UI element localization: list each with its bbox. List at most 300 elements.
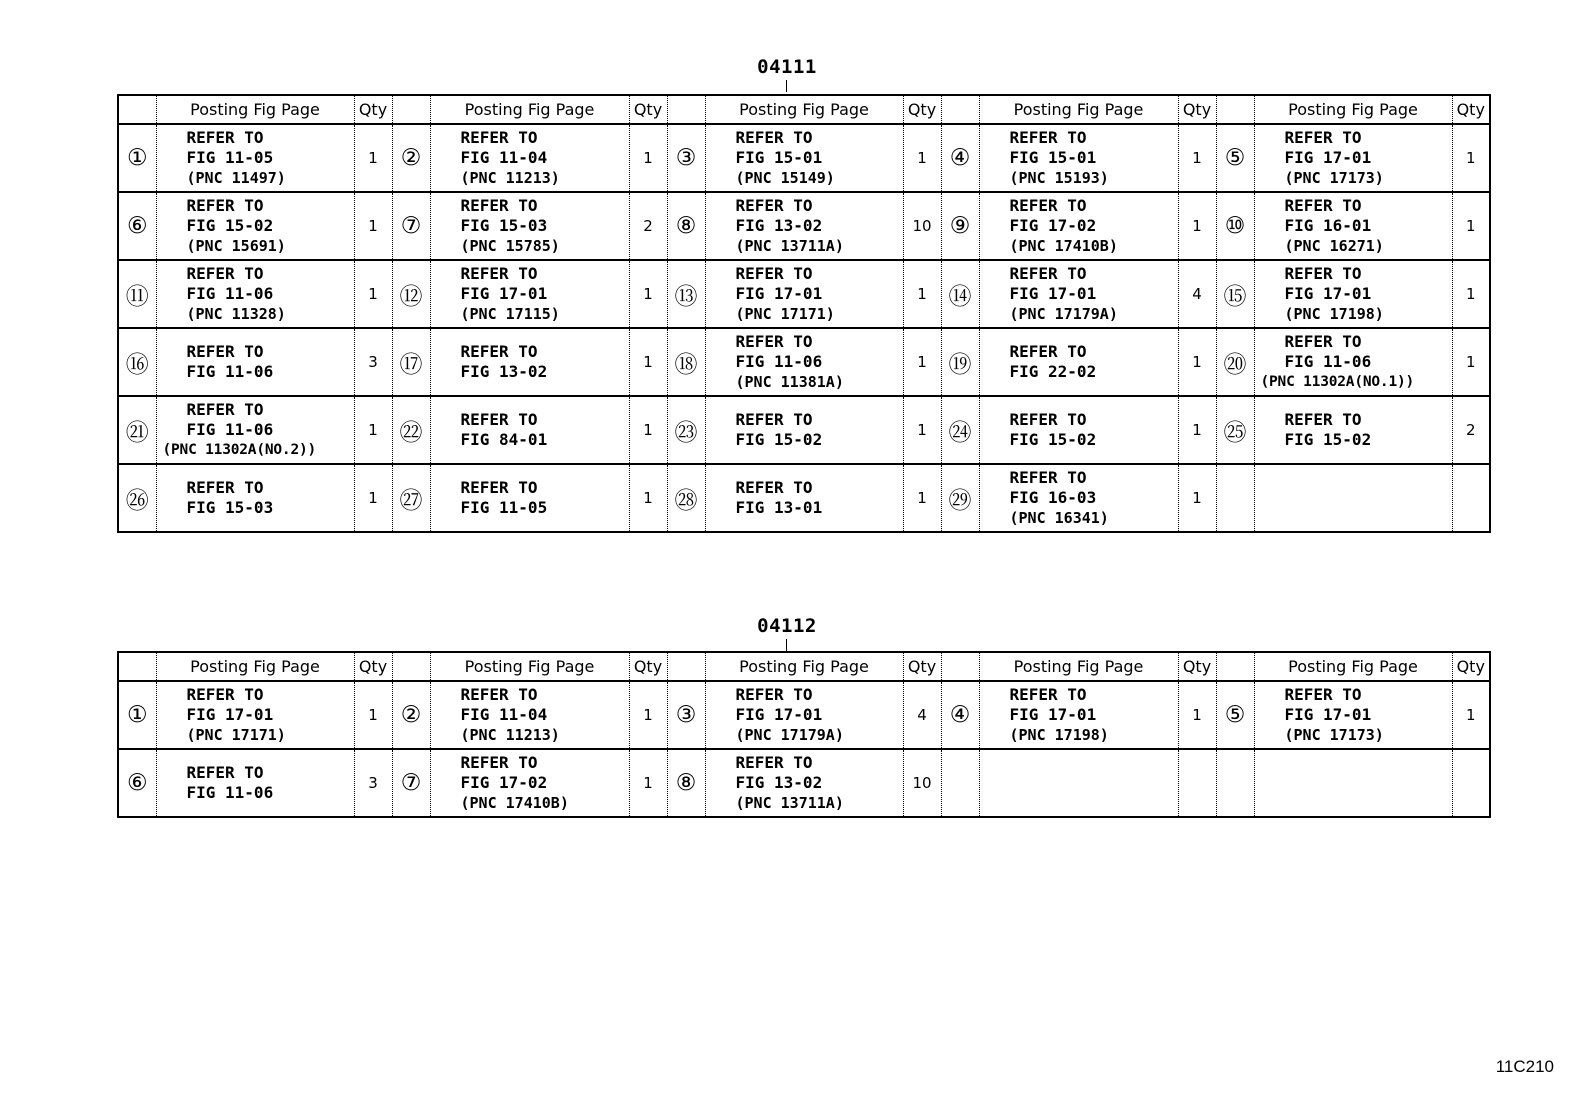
fig-reference: FIG 11-05 [460, 498, 548, 517]
refer-to-label: REFER TO [735, 753, 813, 772]
fig-reference: FIG 11-04 [460, 705, 548, 724]
posting-fig-page-cell [156, 260, 354, 328]
item-number [392, 749, 430, 817]
group-title-leader [786, 639, 787, 651]
item-number-label: ⑦ [400, 770, 422, 796]
posting-fig-page-cell [430, 260, 629, 328]
fig-reference: FIG 11-05 [186, 148, 274, 167]
item-number-label: ⑪ [125, 283, 149, 310]
table-row [118, 396, 1490, 464]
pnc-reference: (PNC 17410B) [1009, 237, 1118, 255]
header-posting-fig-page: Posting Fig Page [979, 652, 1178, 681]
posting-fig-page-cell [430, 192, 629, 260]
pnc-reference: (PNC 17198) [1284, 305, 1384, 323]
header-qty: Qty [629, 652, 667, 681]
item-number-label: ⑲ [948, 351, 972, 378]
qty-cell: 1 [629, 749, 667, 817]
fig-reference: FIG 11-04 [460, 148, 548, 167]
refer-to-label: REFER TO [186, 763, 264, 782]
item-number [667, 328, 705, 396]
posting-fig-page-cell [705, 192, 903, 260]
fig-reference: FIG 17-01 [735, 284, 823, 303]
fig-reference: FIG 17-01 [735, 705, 823, 724]
qty-cell: 1 [903, 328, 941, 396]
fig-reference: FIG 17-01 [460, 284, 548, 303]
header-posting-fig-page: Posting Fig Page [1254, 95, 1452, 124]
qty-cell: 1 [1178, 328, 1216, 396]
header-blank [1216, 652, 1254, 681]
qty-cell: 1 [354, 124, 392, 192]
item-number-label: ① [126, 145, 148, 171]
header-posting-fig-page: Posting Fig Page [979, 95, 1178, 124]
header-qty: Qty [1452, 95, 1490, 124]
header-qty: Qty [903, 652, 941, 681]
posting-fig-page-cell [979, 464, 1178, 532]
item-number [1216, 124, 1254, 192]
item-number-label: ⑤ [1224, 702, 1246, 728]
fig-reference: FIG 22-02 [1009, 362, 1097, 381]
qty-cell: 1 [903, 464, 941, 532]
item-number [941, 681, 979, 749]
header-posting-fig-page: Posting Fig Page [1254, 652, 1452, 681]
group-title-04112: 04112 [757, 615, 817, 637]
refer-to-label: REFER TO [1284, 196, 1362, 215]
header-blank [667, 652, 705, 681]
posting-fig-page-cell [156, 749, 354, 817]
item-number-label: ⑧ [675, 770, 697, 796]
posting-fig-page-cell [705, 124, 903, 192]
posting-fig-page-cell [979, 749, 1178, 817]
qty-cell: 1 [1452, 124, 1490, 192]
item-number [392, 396, 430, 464]
qty-cell [1452, 464, 1490, 532]
pnc-reference: (PNC 15149) [735, 169, 835, 187]
header-blank [118, 652, 156, 681]
posting-fig-page-cell [1254, 464, 1452, 532]
pnc-reference: (PNC 15785) [460, 237, 560, 255]
pnc-reference: (PNC 17198) [1009, 726, 1109, 744]
qty-cell: 1 [1178, 464, 1216, 532]
item-number-label: ⑬ [674, 283, 698, 310]
refer-to-label: REFER TO [1284, 128, 1362, 147]
refer-to-label: REFER TO [186, 264, 264, 283]
refer-to-label: REFER TO [735, 196, 813, 215]
qty-cell: 1 [629, 328, 667, 396]
pnc-reference: (PNC 13711A) [735, 237, 844, 255]
header-qty: Qty [1178, 95, 1216, 124]
qty-cell: 1 [629, 260, 667, 328]
item-number [118, 749, 156, 817]
refer-to-label: REFER TO [1284, 264, 1362, 283]
qty-cell: 1 [903, 124, 941, 192]
item-number [1216, 328, 1254, 396]
fig-reference: FIG 15-02 [735, 430, 823, 449]
fig-reference: FIG 11-06 [1284, 352, 1372, 371]
header-posting-fig-page: Posting Fig Page [705, 652, 903, 681]
item-number [392, 192, 430, 260]
fig-reference: FIG 17-01 [1284, 705, 1372, 724]
posting-fig-page-cell [430, 681, 629, 749]
posting-fig-page-cell [430, 396, 629, 464]
item-number [667, 464, 705, 532]
header-blank [941, 652, 979, 681]
item-number [118, 124, 156, 192]
posting-fig-page-cell [979, 328, 1178, 396]
refer-to-label: REFER TO [460, 410, 538, 429]
item-number-label: ⑰ [399, 351, 423, 378]
item-number-label: ⑭ [948, 283, 972, 310]
header-posting-fig-page: Posting Fig Page [705, 95, 903, 124]
refer-to-label: REFER TO [460, 128, 538, 147]
qty-cell: 2 [629, 192, 667, 260]
item-number [1216, 749, 1254, 817]
item-number [667, 260, 705, 328]
header-blank [1216, 95, 1254, 124]
item-number-label: ⑧ [675, 213, 697, 239]
fig-reference: FIG 17-02 [1009, 216, 1097, 235]
item-number-label: ⑦ [400, 213, 422, 239]
fig-reference: FIG 15-01 [735, 148, 823, 167]
item-number [118, 396, 156, 464]
item-number-label: ⑫ [399, 283, 423, 310]
posting-fig-page-cell [705, 396, 903, 464]
refer-to-label: REFER TO [460, 342, 538, 361]
posting-fig-page-cell [979, 396, 1178, 464]
header-qty: Qty [903, 95, 941, 124]
header-blank [392, 652, 430, 681]
qty-cell: 1 [629, 396, 667, 464]
fig-reference: FIG 15-03 [460, 216, 548, 235]
posting-fig-page-cell [979, 681, 1178, 749]
fig-reference: FIG 17-01 [1284, 284, 1372, 303]
item-number-label: ⑮ [1223, 283, 1247, 310]
header-row [118, 95, 1490, 124]
header-blank [118, 95, 156, 124]
item-number [118, 192, 156, 260]
pnc-reference: (PNC 17173) [1284, 726, 1384, 744]
qty-cell: 1 [1452, 260, 1490, 328]
posting-fig-page-cell [1254, 260, 1452, 328]
refer-to-label: REFER TO [1009, 410, 1087, 429]
posting-fig-page-cell [1254, 328, 1452, 396]
header-row [118, 652, 1490, 681]
header-qty: Qty [1178, 652, 1216, 681]
pnc-reference: (PNC 11328) [186, 305, 286, 323]
pnc-reference: (PNC 17410B) [460, 794, 569, 812]
fig-reference: FIG 17-01 [1284, 148, 1372, 167]
item-number-label: ① [126, 702, 148, 728]
refer-to-label: REFER TO [186, 400, 264, 419]
posting-fig-page-cell [705, 749, 903, 817]
item-number [1216, 260, 1254, 328]
item-number [941, 260, 979, 328]
qty-cell: 4 [903, 681, 941, 749]
refer-to-label: REFER TO [186, 685, 264, 704]
refer-to-label: REFER TO [1009, 685, 1087, 704]
item-number [392, 328, 430, 396]
qty-cell: 1 [629, 681, 667, 749]
refer-to-label: REFER TO [460, 478, 538, 497]
posting-fig-page-cell [979, 124, 1178, 192]
item-number [1216, 396, 1254, 464]
posting-fig-page-cell [156, 124, 354, 192]
table-row [118, 749, 1490, 817]
refer-to-label: REFER TO [735, 410, 813, 429]
item-number [118, 328, 156, 396]
posting-fig-page-cell [430, 749, 629, 817]
qty-cell: 1 [903, 396, 941, 464]
item-number [667, 124, 705, 192]
item-number-label: ⑩ [1224, 213, 1246, 239]
fig-reference: FIG 15-02 [1284, 430, 1372, 449]
pnc-reference: (PNC 11302A(NO.1)) [1260, 374, 1415, 390]
fig-reference: FIG 13-02 [735, 773, 823, 792]
table-row [118, 260, 1490, 328]
item-number [667, 396, 705, 464]
qty-cell: 1 [903, 260, 941, 328]
qty-cell [1178, 749, 1216, 817]
table-row [118, 328, 1490, 396]
posting-fig-page-cell [430, 328, 629, 396]
item-number-label: ⑥ [126, 770, 148, 796]
pnc-reference: (PNC 11213) [460, 169, 560, 187]
fig-reference: FIG 13-02 [735, 216, 823, 235]
qty-cell: 1 [1452, 192, 1490, 260]
qty-cell: 1 [1178, 192, 1216, 260]
refer-to-label: REFER TO [735, 264, 813, 283]
qty-cell: 1 [354, 464, 392, 532]
refer-to-label: REFER TO [460, 753, 538, 772]
qty-cell: 1 [1178, 124, 1216, 192]
posting-fig-page-cell [979, 192, 1178, 260]
item-number [392, 260, 430, 328]
item-number [941, 192, 979, 260]
qty-cell: 1 [354, 396, 392, 464]
posting-fig-page-cell [705, 464, 903, 532]
item-number [118, 260, 156, 328]
item-number-label: ㉗ [399, 487, 423, 514]
item-number [392, 124, 430, 192]
qty-cell: 1 [1452, 328, 1490, 396]
fig-reference: FIG 15-02 [186, 216, 274, 235]
refer-to-label: REFER TO [735, 128, 813, 147]
item-number [1216, 192, 1254, 260]
item-number-label: ⑱ [674, 351, 698, 378]
table-row [118, 464, 1490, 532]
item-number-label: ⑥ [126, 213, 148, 239]
item-number-label: ② [400, 702, 422, 728]
fig-reference: FIG 16-01 [1284, 216, 1372, 235]
qty-cell: 10 [903, 192, 941, 260]
item-number [118, 464, 156, 532]
item-number-label: ⑯ [125, 351, 149, 378]
header-qty: Qty [354, 652, 392, 681]
item-number [941, 464, 979, 532]
posting-fig-page-cell [156, 681, 354, 749]
pnc-reference: (PNC 17171) [186, 726, 286, 744]
pnc-reference: (PNC 13711A) [735, 794, 844, 812]
posting-fig-page-cell [1254, 396, 1452, 464]
refer-to-label: REFER TO [186, 342, 264, 361]
posting-fig-page-cell [1254, 192, 1452, 260]
item-number [941, 396, 979, 464]
item-number-label: ③ [675, 702, 697, 728]
item-number [392, 681, 430, 749]
header-qty: Qty [629, 95, 667, 124]
item-number [941, 124, 979, 192]
item-number [667, 192, 705, 260]
item-number-label: ⑤ [1224, 145, 1246, 171]
header-posting-fig-page: Posting Fig Page [430, 652, 629, 681]
refer-to-label: REFER TO [1284, 332, 1362, 351]
posting-fig-page-cell [1254, 749, 1452, 817]
pnc-reference: (PNC 17179A) [1009, 305, 1118, 323]
pnc-reference: (PNC 17171) [735, 305, 835, 323]
pnc-reference: (PNC 16271) [1284, 237, 1384, 255]
item-number-label: ㉘ [674, 487, 698, 514]
item-number-label: ② [400, 145, 422, 171]
posting-fig-page-cell [430, 464, 629, 532]
table-row [118, 124, 1490, 192]
fig-reference: FIG 11-06 [735, 352, 823, 371]
fig-reference: FIG 13-01 [735, 498, 823, 517]
posting-fig-page-cell [156, 192, 354, 260]
qty-cell: 1 [354, 192, 392, 260]
refer-to-label: REFER TO [460, 196, 538, 215]
pnc-reference: (PNC 11302A(NO.2)) [162, 442, 317, 458]
parts-table-04112 [117, 651, 1491, 818]
refer-to-label: REFER TO [460, 264, 538, 283]
fig-reference: FIG 17-02 [460, 773, 548, 792]
item-number-label: ⑨ [949, 213, 971, 239]
header-blank [392, 95, 430, 124]
header-blank [941, 95, 979, 124]
item-number [667, 681, 705, 749]
header-blank [667, 95, 705, 124]
refer-to-label: REFER TO [1009, 264, 1087, 283]
item-number [941, 749, 979, 817]
pnc-reference: (PNC 16341) [1009, 509, 1109, 527]
item-number [667, 749, 705, 817]
item-number-label: ㉙ [948, 487, 972, 514]
pnc-reference: (PNC 15193) [1009, 169, 1109, 187]
refer-to-label: REFER TO [186, 478, 264, 497]
item-number-label: ㉕ [1223, 419, 1247, 446]
fig-reference: FIG 17-01 [1009, 705, 1097, 724]
posting-fig-page-cell [705, 681, 903, 749]
refer-to-label: REFER TO [1009, 196, 1087, 215]
qty-cell: 10 [903, 749, 941, 817]
item-number [118, 681, 156, 749]
refer-to-label: REFER TO [1009, 342, 1087, 361]
refer-to-label: REFER TO [735, 332, 813, 351]
item-number [1216, 464, 1254, 532]
qty-cell: 3 [354, 749, 392, 817]
refer-to-label: REFER TO [1284, 410, 1362, 429]
posting-fig-page-cell [156, 464, 354, 532]
refer-to-label: REFER TO [735, 478, 813, 497]
header-posting-fig-page: Posting Fig Page [430, 95, 629, 124]
fig-reference: FIG 17-01 [1009, 284, 1097, 303]
item-number-label: ⑳ [1223, 351, 1247, 378]
posting-fig-page-cell [156, 396, 354, 464]
header-posting-fig-page: Posting Fig Page [156, 652, 354, 681]
posting-fig-page-cell [705, 328, 903, 396]
refer-to-label: REFER TO [186, 196, 264, 215]
item-number-label: ③ [675, 145, 697, 171]
pnc-reference: (PNC 11497) [186, 169, 286, 187]
refer-to-label: REFER TO [1009, 128, 1087, 147]
qty-cell: 1 [629, 124, 667, 192]
header-posting-fig-page: Posting Fig Page [156, 95, 354, 124]
header-qty: Qty [354, 95, 392, 124]
qty-cell: 3 [354, 328, 392, 396]
posting-fig-page-cell [979, 260, 1178, 328]
posting-fig-page-cell [1254, 124, 1452, 192]
refer-to-label: REFER TO [460, 685, 538, 704]
fig-reference: FIG 11-06 [186, 420, 274, 439]
pnc-reference: (PNC 17179A) [735, 726, 844, 744]
item-number-label: ㉑ [125, 419, 149, 446]
item-number [941, 328, 979, 396]
refer-to-label: REFER TO [1284, 685, 1362, 704]
qty-cell: 1 [354, 681, 392, 749]
pnc-reference: (PNC 11213) [460, 726, 560, 744]
pnc-reference: (PNC 17173) [1284, 169, 1384, 187]
fig-reference: FIG 16-03 [1009, 488, 1097, 507]
fig-reference: FIG 11-06 [186, 783, 274, 802]
fig-reference: FIG 13-02 [460, 362, 548, 381]
qty-cell: 4 [1178, 260, 1216, 328]
drawing-code: 11C210 [1495, 1057, 1554, 1076]
qty-cell: 2 [1452, 396, 1490, 464]
parts-table-04111 [117, 94, 1491, 533]
item-number-label: ㉓ [674, 419, 698, 446]
fig-reference: FIG 11-06 [186, 362, 274, 381]
fig-reference: FIG 15-01 [1009, 148, 1097, 167]
refer-to-label: REFER TO [1009, 468, 1087, 487]
group-title-04111: 04111 [757, 56, 817, 78]
refer-to-label: REFER TO [186, 128, 264, 147]
qty-cell: 1 [354, 260, 392, 328]
item-number-label: ④ [949, 145, 971, 171]
pnc-reference: (PNC 17115) [460, 305, 560, 323]
table-row [118, 192, 1490, 260]
group-title-leader [786, 80, 787, 92]
posting-fig-page-cell [156, 328, 354, 396]
fig-reference: FIG 11-06 [186, 284, 274, 303]
qty-cell: 1 [1178, 396, 1216, 464]
refer-to-label: REFER TO [735, 685, 813, 704]
item-number-label: ④ [949, 702, 971, 728]
fig-reference: FIG 17-01 [186, 705, 274, 724]
item-number [392, 464, 430, 532]
item-number-label: ㉒ [399, 419, 423, 446]
pnc-reference: (PNC 11381A) [735, 373, 844, 391]
posting-fig-page-cell [430, 124, 629, 192]
qty-cell: 1 [1178, 681, 1216, 749]
header-qty: Qty [1452, 652, 1490, 681]
pnc-reference: (PNC 15691) [186, 237, 286, 255]
qty-cell: 1 [629, 464, 667, 532]
fig-reference: FIG 15-03 [186, 498, 274, 517]
fig-reference: FIG 84-01 [460, 430, 548, 449]
qty-cell [1452, 749, 1490, 817]
fig-reference: FIG 15-02 [1009, 430, 1097, 449]
qty-cell: 1 [1452, 681, 1490, 749]
posting-fig-page-cell [1254, 681, 1452, 749]
item-number-label: ㉔ [948, 419, 972, 446]
